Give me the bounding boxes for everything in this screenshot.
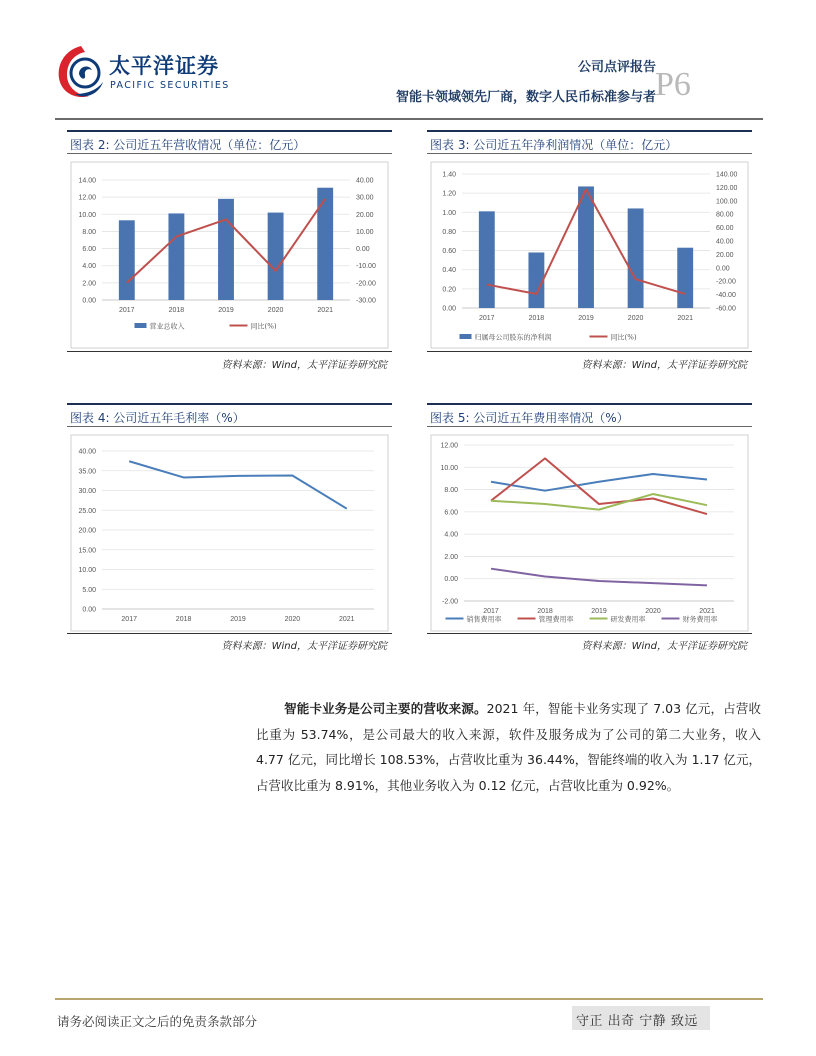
x-tick-label: 2018 [168, 307, 185, 314]
y-tick-label: 4.00 [82, 263, 96, 271]
y2-tick-label: -30.00 [356, 297, 376, 305]
x-tick-label: 2019 [230, 616, 246, 623]
y2-tick-label: 0.00 [716, 265, 730, 273]
y-tick-label: 25.00 [78, 507, 96, 515]
y-tick-label: 10.00 [78, 211, 96, 219]
y-tick-label: 10.00 [440, 464, 458, 472]
y-tick-label: 0.00 [442, 305, 456, 313]
x-tick-label: 2018 [537, 608, 553, 615]
y-tick-label: 14.00 [78, 177, 96, 185]
y2-tick-label: -10.00 [356, 263, 376, 271]
bar [268, 213, 284, 300]
series-line [491, 569, 707, 586]
footer-motto: 守正 出奇 宁静 致远 [572, 1006, 710, 1030]
x-tick-label: 2021 [339, 616, 355, 623]
footer-disclaimer: 请务必阅读正文之后的免责条款部分 [57, 1014, 258, 1029]
y2-tick-label: 80.00 [716, 211, 734, 219]
y-tick-label: 15.00 [78, 547, 96, 555]
chart-container [67, 160, 392, 352]
y2-tick-label: -20.00 [716, 278, 736, 286]
footer-divider [55, 998, 763, 1000]
x-tick-label: 2019 [591, 608, 607, 615]
legend-label: 管理费用率 [538, 615, 574, 624]
bar [578, 186, 594, 308]
chart-container [67, 433, 392, 634]
legend-swatch [135, 323, 147, 328]
y2-tick-label: 100.00 [716, 198, 738, 206]
y-tick-label: 0.00 [82, 297, 96, 305]
figure-title: 图表 4: 公司近五年毛利率（%） [67, 403, 392, 427]
y-tick-label: 5.00 [82, 586, 96, 594]
y-tick-label: 12.00 [78, 194, 96, 202]
gross-margin-chart [67, 433, 392, 633]
y-tick-label: 1.40 [442, 171, 456, 179]
legend-label: 同比(%) [250, 322, 277, 331]
paragraph-body: 2021 年，智能卡业务实现了 7.03 亿元，占营收比重为 53.74%，是公司最大的收入来源，软件及服务成为了公司的第二大业务，收入 4.77 亿元，同比增长 108.53%，占营收比重为 36.44%，智能终端的收入为 1.17 亿元，占营收比重为 8.91%，其他业务收入为 0.12 亿元，占营收比重为 0.92%。 [256, 701, 761, 793]
x-tick-label: 2017 [121, 616, 137, 623]
legend-swatch [460, 334, 472, 339]
y-tick-label: 6.00 [82, 246, 96, 254]
x-tick-label: 2020 [645, 608, 661, 615]
y-tick-label: 40.00 [78, 448, 96, 456]
x-tick-label: 2017 [119, 307, 135, 314]
revenue-chart [67, 160, 392, 350]
legend-label: 同比(%) [610, 333, 637, 342]
y-tick-label: 0.80 [442, 228, 456, 236]
x-tick-label: 2020 [267, 307, 284, 314]
y2-tick-label: 30.00 [356, 194, 374, 202]
page-number: P6 [655, 66, 691, 103]
chart-frame [71, 435, 388, 631]
x-tick-label: 2017 [483, 608, 499, 615]
figure-title: 图表 2: 公司近五年营收情况（单位：亿元） [67, 130, 392, 154]
y-tick-label: 0.20 [442, 286, 456, 294]
y2-tick-label: -40.00 [716, 292, 736, 300]
legend-label: 归属母公司股东的净利润 [474, 333, 552, 342]
y-tick-label: 1.20 [442, 190, 456, 198]
series-line [129, 461, 347, 508]
figure-source: 资料来源：Wind，太平洋证券研究院 [221, 360, 387, 371]
series-line [491, 494, 707, 510]
legend-label: 研发费用率 [610, 615, 646, 624]
y-tick-label: 4.00 [444, 531, 458, 539]
y-tick-label: 30.00 [78, 488, 96, 495]
chart-container [427, 433, 752, 634]
y2-tick-label: 20.00 [356, 211, 374, 219]
y-tick-label: -2.00 [442, 598, 458, 606]
y-tick-label: 0.00 [82, 606, 96, 614]
x-tick-label: 2019 [578, 315, 594, 322]
y-tick-label: 2.00 [82, 280, 96, 288]
y2-tick-label: 10.00 [356, 228, 374, 236]
figure-title: 图表 3: 公司近五年净利润情况（单位：亿元） [427, 130, 752, 154]
figure-title: 图表 5: 公司近五年费用率情况（%） [427, 403, 752, 427]
bar [479, 211, 495, 308]
report-title: 智能卡领域领先厂商，数字人民币标准参与者 [395, 90, 656, 105]
y2-tick-label: 120.00 [716, 184, 738, 192]
y-tick-label: 8.00 [82, 228, 96, 236]
y-tick-label: 0.00 [444, 576, 458, 584]
bar [317, 188, 333, 300]
logo-chinese-name: 太平洋证券 [109, 54, 219, 78]
x-tick-label: 2018 [175, 616, 192, 623]
y2-tick-label: 140.00 [716, 171, 738, 179]
y-tick-label: 20.00 [78, 527, 96, 535]
x-tick-label: 2018 [528, 315, 545, 322]
x-tick-label: 2020 [627, 315, 644, 322]
x-tick-label: 2020 [284, 616, 301, 623]
pacific-logo-icon [55, 42, 107, 102]
x-tick-label: 2021 [677, 315, 693, 322]
x-tick-label: 2017 [479, 315, 495, 322]
body-paragraph [256, 696, 761, 798]
figure-source: 资料来源：Wind，太平洋证券研究院 [221, 641, 387, 652]
paragraph-lead: 智能卡业务是公司主要的营收来源。 [284, 701, 487, 716]
legend-label: 销售费用率 [466, 615, 502, 624]
y2-tick-label: 20.00 [716, 251, 734, 259]
company-logo [55, 42, 230, 102]
y-tick-label: 10.00 [78, 567, 96, 574]
bar [628, 208, 644, 308]
figure-source: 资料来源：Wind，太平洋证券研究院 [581, 641, 747, 652]
y-tick-label: 12.00 [440, 442, 458, 450]
y2-tick-label: -60.00 [716, 305, 736, 313]
y-tick-label: 0.60 [442, 248, 456, 256]
y-tick-label: 2.00 [444, 553, 458, 561]
header-divider [55, 118, 763, 120]
x-tick-label: 2021 [317, 307, 333, 314]
chart-container [427, 160, 752, 352]
bar [218, 199, 234, 300]
legend-label: 财务费用率 [682, 615, 718, 624]
y2-tick-label: -20.00 [356, 280, 376, 288]
y2-tick-label: 60.00 [716, 225, 734, 233]
bar [119, 220, 135, 300]
bar [168, 213, 184, 300]
y-tick-label: 8.00 [444, 487, 458, 495]
legend-label: 营业总收入 [149, 322, 185, 331]
x-tick-label: 2021 [699, 608, 715, 615]
figure-source: 资料来源：Wind，太平洋证券研究院 [581, 360, 747, 371]
logo-english-name: PACIFIC SECURITIES [110, 80, 230, 91]
y-tick-label: 6.00 [444, 509, 458, 517]
y-tick-label: 35.00 [78, 468, 96, 476]
net-profit-chart [427, 160, 752, 350]
report-type: 公司点评报告 [577, 60, 656, 75]
y-tick-label: 1.00 [442, 209, 456, 217]
chart-frame [431, 435, 748, 631]
x-tick-label: 2019 [218, 307, 234, 314]
expense-ratio-chart [427, 433, 752, 633]
y-tick-label: 0.40 [442, 267, 456, 275]
bar [677, 248, 693, 308]
y2-tick-label: 0.00 [356, 246, 370, 254]
y2-tick-label: 40.00 [716, 238, 734, 246]
y2-tick-label: 40.00 [356, 177, 374, 185]
